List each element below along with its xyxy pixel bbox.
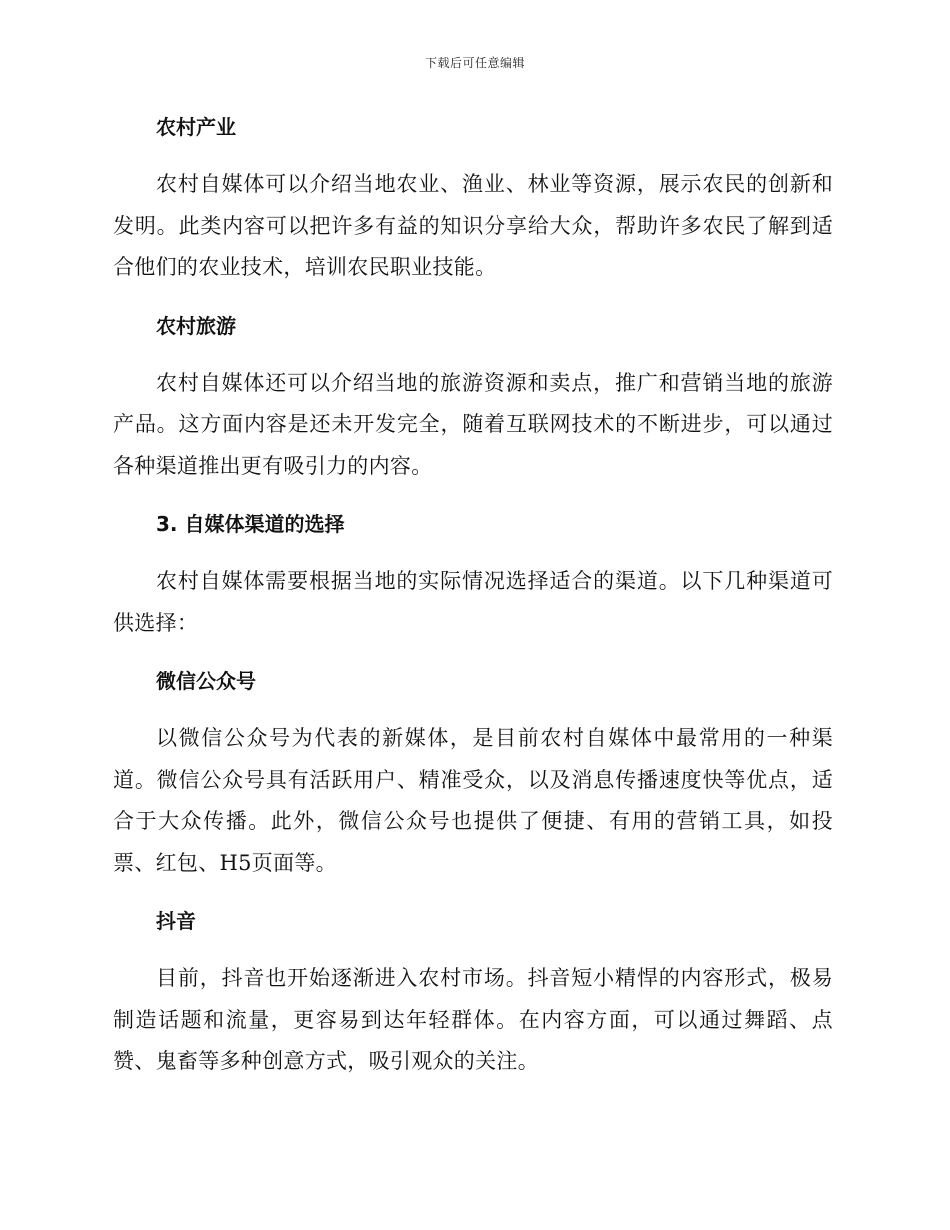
page-header-note: 下载后可任意编辑 [424,56,525,70]
section-paragraph-channel-selection: 农村自媒体需要根据当地的实际情况选择适合的渠道。以下几种渠道可供选择： [113,569,833,635]
section-heading-rural-tourism: 农村旅游 [156,313,236,338]
document-body [113,108,833,1101]
section-paragraph-rural-tourism: 农村自媒体还可以介绍当地的旅游资源和卖点，推广和营销当地的旅游产品。这方面内容是还未开发完全，随着互联网技术的不断进步，可以通过各种渠道推出更有吸引力的内容。 [113,370,833,478]
section-paragraph-rural-industry: 农村自媒体可以介绍当地农业、渔业、林业等资源，展示农民的创新和发明。此类内容可以把许多有益的知识分享给大众，帮助许多农民了解到适合他们的农业技术，培训农民职业技能。 [113,172,833,279]
section-paragraph-douyin: 目前，抖音也开始逐渐进入农村市场。抖音短小精悍的内容形式，极易制造话题和流量，更容易到达年轻群体。在内容方面，可以通过舞蹈、点赞、鬼畜等多种创意方式，吸引观众的关注。 [113,966,833,1073]
section-heading-douyin: 抖音 [156,909,196,933]
section-heading-rural-industry: 农村产业 [156,115,236,139]
section-heading-channel-selection: 3. 自媒体渠道的选择 [156,512,345,536]
section-heading-wechat: 微信公众号 [156,669,256,693]
section-paragraph-wechat: 以微信公众号为代表的新媒体，是目前农村自媒体中最常用的一种渠道。微信公众号具有活跃用户、精准受众，以及消息传播速度快等优点，适合于大众传播。此外，微信公众号也提供了便捷、有用的营销工具，如投票、红包、H5页面等。 [113,726,833,875]
